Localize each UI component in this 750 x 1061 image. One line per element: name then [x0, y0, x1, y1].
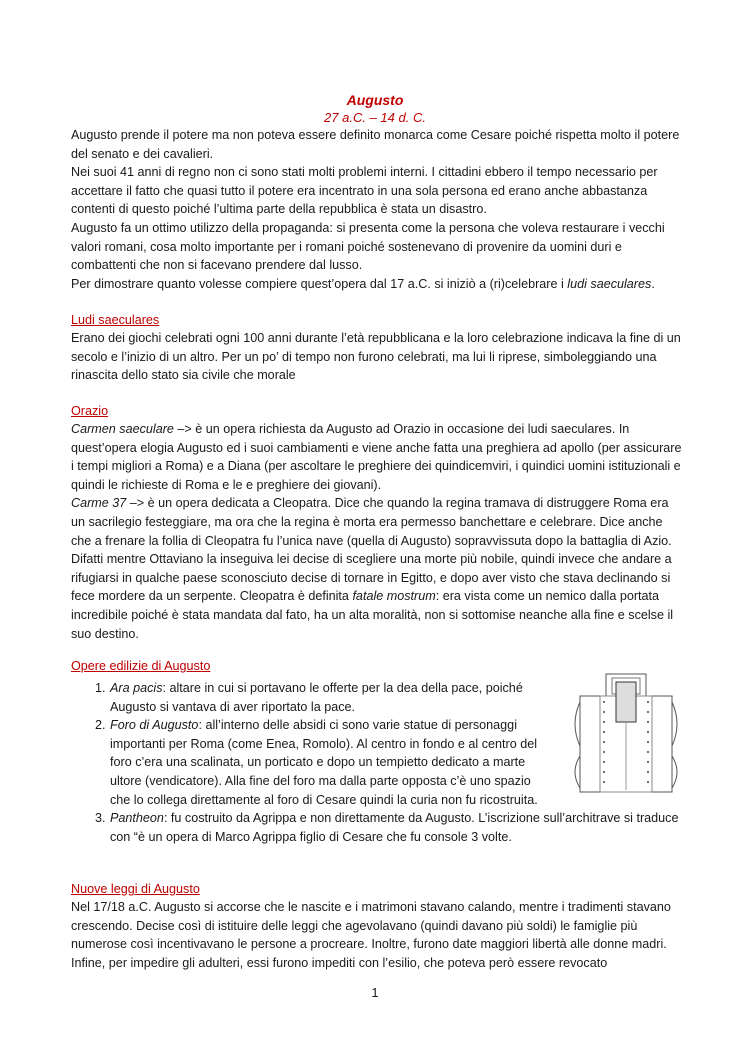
work-text: : fu costruito da Agrippa e non direttamente da Augusto. L’iscrizione sull’architrave si traduce con “è un opera di Marco Agrippa figlio di Cesare che fu console 3 volte. — [110, 811, 679, 844]
section-heading-opere: Opere edilizie di Augusto — [71, 659, 211, 673]
carme-paragraph — [71, 494, 683, 643]
intro-text: Per dimostrare quanto volesse compiere quest’opera dal 17 a.C. si iniziò a (ri)celebrare i — [71, 276, 568, 291]
carmen-text: –> è un opera richiesta da Augusto ad Orazio in occasione dei ludi saeculares. In quest’opera elogia Augusto ed i suoi cambiamenti e viene anche fatta una preghiera ad apollo (per assicurare i tempi migliori a Roma) e a Diana (per ascoltare le preghiere dei quindicemviri, i quindici uomini istituzionali e quindi le richieste di Roma e le e preghiere dei giovani). — [71, 422, 682, 492]
intro-paragraph: Augusto fa un ottimo utilizzo della propaganda: si presenta come la persona che voleva restaurare i vecchi valori romani, cosa molto importante per i romani poiché sostenevano di provenire da uomini duri e combattenti che non si facevano prendere dal lusso. — [71, 220, 665, 273]
page-number: 1 — [371, 985, 379, 1000]
page-dates: 27 a.C. – 14 d. C. — [324, 110, 426, 125]
carme-text-end: : era vista come un nemico dalla portata incredibile poiché è stata mandata dal fato, ha un alta moralità, non si sottomise neanche alla fine e scelse il suo destino. — [71, 589, 674, 641]
intro-paragraph — [71, 275, 683, 294]
ludi-paragraph: Erano dei giochi celebrati ogni 100 anni durante l’età repubblicana e la loro celebrazione indicava la fine di un secolo e l’inizio di un altro. Per un po’ di tempo non furono celebrati, ma lui li riprese, simboleggiando una rinascita dello stato sia civile che morale — [71, 331, 681, 383]
orazio-section — [71, 420, 683, 643]
intro-period: . — [651, 276, 655, 291]
list-item — [71, 679, 550, 716]
work-name: Foro di Augusto — [110, 718, 199, 733]
leggi-section — [71, 898, 683, 972]
intro-paragraph: Nei suoi 41 anni di regno non ci sono stati molti problemi interni. I cittadini ebbero il tempo necessario per accettare il fatto che quasi tutto il potere era incentrato in una sola persona ed erano anche abbastanza contenti di questo poiché l’ultima parte della repubblica è stata un disastro. — [71, 165, 658, 217]
list-number: 2. — [95, 718, 106, 733]
section-heading-orazio: Orazio — [71, 404, 109, 418]
intro-section — [71, 126, 683, 293]
carmen-paragraph — [71, 420, 683, 494]
carme-title: Carme 37 — [71, 496, 127, 511]
page-title: Augusto — [346, 92, 404, 108]
work-name: Pantheon — [110, 811, 164, 826]
carme-text: –> è un opera dedicata a Cleopatra. Dice che quando la regina tramava di distruggere Roma era un sacrilegio festeggiare, ma ora che la regina è morta era permesso banchettare e celebrare. Dice anche che a frenare la follia di Cleopatra fu l’unica nave (quella di Augusto) sopravvissuta dopo la battaglia di Azio. Difatti mentre Ottaviano la inseguiva lei decise di scegliere una morte più nobile, quindi invece che andare a rifugiarsi in qualche paese sconosciuto decise di tornare in Egitto, e dopo aver visto che stava declinando si fece mordere da un serpente. Cleopatra è definita — [71, 496, 672, 604]
forum-plan-image — [572, 672, 680, 796]
list-item — [71, 809, 683, 846]
ludi-term: ludi saeculares — [567, 276, 652, 291]
carmen-title: Carmen saeculare — [71, 422, 174, 436]
work-text: : altare in cui si portavano le offerte per la dea della pace, poiché Augusto si vantava di aver riportato la pace. — [110, 681, 523, 714]
section-heading-ludi: Ludi saeculares — [71, 313, 160, 327]
ludi-section — [71, 329, 683, 385]
work-text: : all’interno delle absidi ci sono varie statue di personaggi importanti per Roma (come Enea, Romolo). Al centro in fondo e al centro del foro c’era una scalinata, un porticato e dopo un tempietto dedicato a marte ultore (vendicatore). Alla fine del foro ma dalla parte opposta c’è uno spazio che lo collega direttamente al foro di Cesare quindi la curia non fu ricostruita. — [110, 718, 538, 807]
leggi-paragraph: Nel 17/18 a.C. Augusto si accorse che le nascite e i matrimoni stavano calando, mentre i tradimenti stavano crescendo. Decise così di istituire delle leggi che agevolavano (quindi davano più soldi) le famiglie più numerose così incentivavano le persone a procreare. Inoltre, furono date maggiori libertà alle donne madri. Infine, per impedire gli adulteri, essi furono impediti con l’esilio, che poteva però essere revocato — [71, 900, 671, 970]
intro-paragraph: Augusto prende il potere ma non poteva essere definito monarca come Cesare poiché rispetta molto il potere del senato e dei cavalieri. — [71, 128, 680, 161]
list-number: 1. — [95, 681, 106, 695]
section-heading-leggi: Nuove leggi di Augusto — [71, 882, 200, 896]
list-number: 3. — [95, 811, 106, 826]
list-item — [71, 716, 550, 809]
work-name: Ara pacis — [110, 681, 163, 695]
fatale-mostrum-term: fatale mostrum — [352, 589, 436, 604]
